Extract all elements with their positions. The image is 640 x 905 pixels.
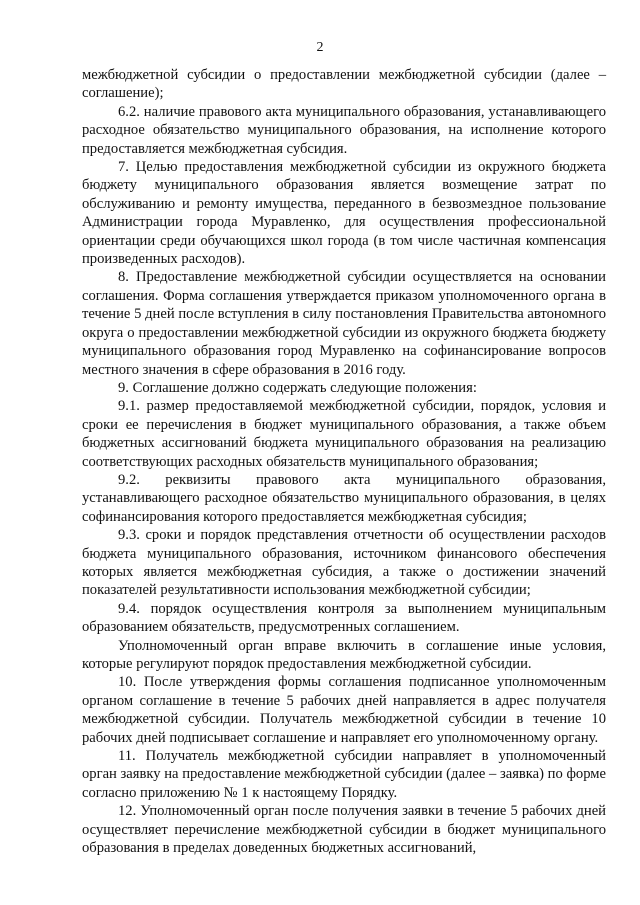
document-body: [82, 66, 606, 857]
paragraph-continuation: межбюджетной субсидии о предоставлении межбюджетной субсидии (далее – соглашение);: [82, 67, 606, 102]
paragraph-6-2: 6.2. наличие правового акта муниципального образования, устанавливающего расходное обязательство муниципального образования, на исполнение которого предоставляется межбюджетная субсидия.: [82, 103, 606, 157]
paragraph-8: 8. Предоставление межбюджетной субсидии осуществляется на основании соглашения. Форма соглашения утверждается приказом уполномоченного органа в течение 5 дней после вступления в силу постановления Правительства автономного округа о предоставлении межбюджетной субсидии из окружного бюджета бюджету муниципального образования город Муравленко на софинансирование вопросов местного значения в сфере образования в 2016 году.: [82, 269, 606, 378]
paragraph-10: 10. После утверждения формы соглашения подписанное уполномоченным органом соглашение в течение 5 рабочих дней направляется в адрес получателя межбюджетной субсидии. Получатель межбюджетной субсидии в течение 10 рабочих дней подписывает соглашение и направляет его уполномоченному органу.: [82, 674, 606, 746]
paragraph-7: 7. Целью предоставления межбюджетной субсидии из окружного бюджета бюджету муниципального образования является возмещение затрат по обслуживанию и ремонту имущества, переданного в безвозмездное пользование Администрации города Муравленко, для осуществления профессиональной ориентации среди обучающихся школ города (в том числе частичная компенсация произведенных расходов).: [82, 159, 606, 268]
paragraph-9: 9. Соглашение должно содержать следующие положения:: [118, 379, 477, 396]
paragraph-12: 12. Уполномоченный орган после получения заявки в течение 5 рабочих дней осуществляет перечисление межбюджетной субсидии в бюджет муниципального образования в пределах доведенных бюджетных ассигнований,: [82, 803, 606, 857]
paragraph-9-2: 9.2. реквизиты правового акта муниципального образования, устанавливающего расходное обязательство муниципального образования, в целях софинансирования которого предоставляется межбюджетная субсидия;: [82, 471, 606, 525]
paragraph-9-4: 9.4. порядок осуществления контроля за выполнением муниципальным образованием обязательств, предусмотренных соглашением.: [82, 600, 606, 636]
paragraph-authority-right: Уполномоченный орган вправе включить в соглашение иные условия, которые регулируют порядок предоставления межбюджетной субсидии.: [82, 637, 606, 672]
paragraph-11: 11. Получатель межбюджетной субсидии направляет в уполномоченный орган заявку на предоставление межбюджетной субсидии (далее – заявка) по форме согласно приложению № 1 к настоящему Порядку.: [82, 748, 606, 801]
page-number: 2: [316, 40, 324, 55]
paragraph-9-3: 9.3. сроки и порядок представления отчетности об осуществлении расходов бюджета муниципального образования, источником финансового обеспечения которых является межбюджетная субсидия, а также о достижении значений показателей результативности использования межбюджетной субсидии;: [82, 527, 606, 599]
paragraph-9-1: 9.1. размер предоставляемой межбюджетной субсидии, порядок, условия и сроки ее перечисления в бюджет муниципального образования, а также объем бюджетных ассигнований бюджета муниципального образования на реализацию соответствующих расходных обязательств муниципального образования;: [82, 398, 606, 470]
